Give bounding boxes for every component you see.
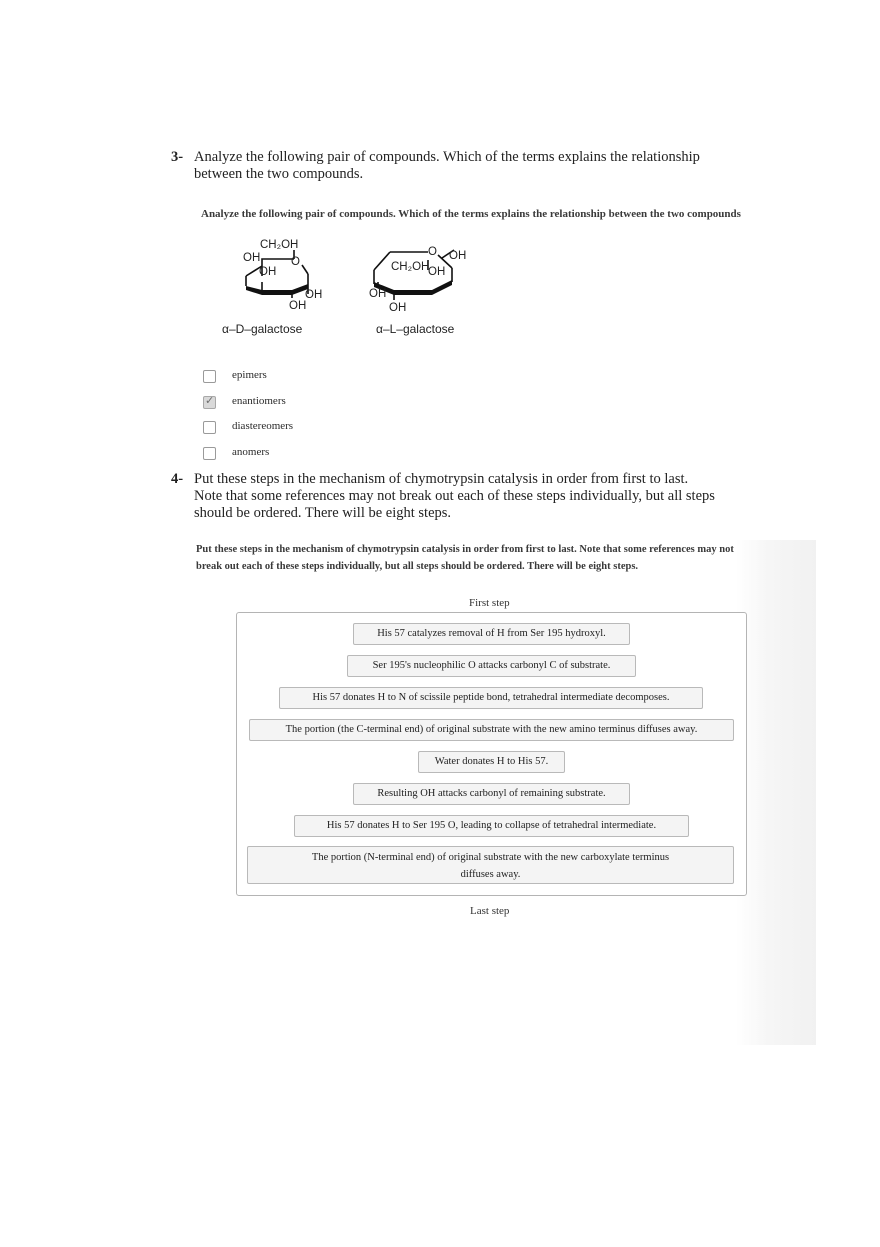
step-chip[interactable]: His 57 catalyzes removal of H from Ser 195 hydroxyl. — [353, 623, 630, 645]
step-chip[interactable]: Water donates H to His 57. — [418, 751, 565, 773]
checkbox[interactable] — [203, 370, 216, 383]
oh-label: OH — [449, 250, 467, 262]
oh-label: OH — [289, 300, 307, 312]
screenshot-heading: Put these steps in the mechanism of chymotrypsin catalysis in order from first to last. Note that some references may not break out each of these steps individually, but all steps should be ordered. There will be eight steps. — [196, 544, 734, 572]
step-chip[interactable]: Resulting OH attacks carbonyl of remaining substrate. — [353, 783, 630, 805]
step-chip[interactable]: The portion (N-terminal end) of original substrate with the new carboxylate terminus diffuses away. — [247, 846, 734, 884]
oh-label: OH — [389, 302, 407, 314]
oh-label: OH — [428, 266, 446, 278]
step-chip[interactable]: The portion (the C-terminal end) of original substrate with the new amino terminus diffuses away. — [249, 719, 734, 741]
question-number: 4- — [171, 471, 184, 487]
ring-oxygen-label: O — [428, 246, 437, 258]
oh-label: OH — [243, 252, 261, 264]
option-label: anomers — [232, 446, 270, 458]
question-text: Put these steps in the mechanism of chymotrypsin catalysis in order from first to last. Note that some references may not break out each of these steps individually, but all steps should be ordered. There will be eight steps. — [194, 471, 715, 521]
oh-label: OH — [259, 266, 277, 278]
checkbox-checked[interactable] — [203, 396, 216, 409]
first-step-label: First step — [469, 597, 510, 609]
checkbox[interactable] — [203, 447, 216, 460]
oh-label: OH — [369, 288, 387, 300]
checkbox[interactable] — [203, 421, 216, 434]
last-step-label: Last step — [470, 905, 510, 917]
step-chip[interactable]: Ser 195's nucleophilic O attacks carbonyl C of substrate. — [347, 655, 636, 677]
question-number: 3- — [171, 149, 184, 165]
molecule-caption: α–L–galactose — [376, 322, 455, 336]
molecule-caption: α–D–galactose — [222, 322, 303, 336]
oh-label: OH — [305, 289, 323, 301]
question-text: Analyze the following pair of compounds. Which of the terms explains the relationship between the two compounds. — [194, 149, 700, 182]
ch2oh-label: CH₂OH — [260, 239, 299, 251]
screenshot-heading: Analyze the following pair of compounds. Which of the terms explains the relationship between the two compounds — [201, 208, 741, 220]
option-label: enantiomers — [232, 395, 286, 407]
option-label: epimers — [232, 369, 267, 381]
step-chip[interactable]: His 57 donates H to N of scissile peptide bond, tetrahedral intermediate decomposes. — [279, 687, 703, 709]
step-chip[interactable]: His 57 donates H to Ser 195 O, leading to collapse of tetrahedral intermediate. — [294, 815, 689, 837]
option-label: diastereomers — [232, 420, 294, 432]
ring-oxygen-label: O — [291, 256, 300, 268]
ch2oh-label: CH₂OH — [391, 261, 430, 273]
background-shade — [736, 540, 816, 1045]
